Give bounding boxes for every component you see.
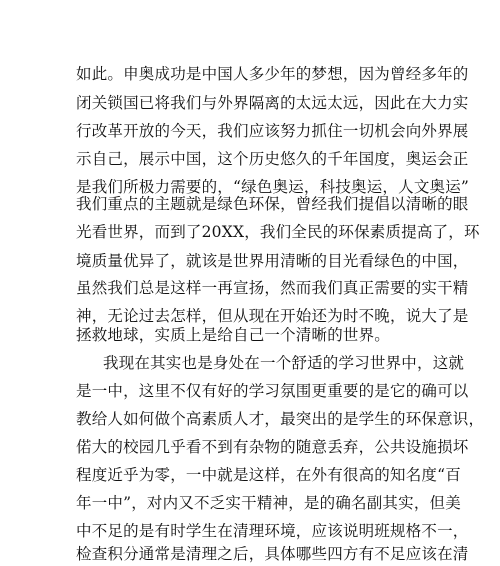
paragraph-2-line-8: 检查积分通常是清理之后，具体哪些四方有不足应该在清	[76, 545, 469, 563]
paragraph-1-line-6: 我们重点的主题就是绿色环保，曾经我们提倡以清晰的眼	[76, 195, 469, 213]
paragraph-2-line-2: 是一中，这里不仅有好的学习氛围更重要的是它的确可以	[76, 382, 469, 400]
paragraph-2-line-3: 教给人如何做个高素质人才，最突出的是学生的环保意识，	[76, 410, 485, 428]
paragraph-2-line-4: 偌大的校园几乎看不到有杂物的随意丢弃，公共设施损坏	[76, 438, 469, 456]
paragraph-1-line-4: 示自己，展示中国，这个历史悠久的千年国度，奥运会正	[76, 150, 469, 168]
paragraph-2-line-5: 程度近乎为零，一中就是这样，在外有很高的知名度“百	[76, 466, 461, 484]
paragraph-1-line-11: 拯救地球，实质上是给自己一个清晰的世界。	[76, 326, 391, 344]
paragraph-1-line-8: 境质量优异了，就该是世界用清晰的目光看绿色的中国，	[76, 252, 469, 270]
paragraph-1-line-3: 行改革开放的今天，我们应该努力抓住一切机会向外界展	[76, 122, 469, 140]
paragraph-1-line-5: 是我们所极力需要的，“绿色奥运，科技奥运，人文奥运”	[76, 178, 470, 196]
paragraph-2-line-7: 中不足的是有时学生在清理环境，应该说明班规格不一，	[76, 522, 469, 540]
paragraph-1-line-10: 神，无论过去怎样，但从现在开始还为时不晚，说大了是	[76, 307, 469, 325]
paragraph-1-line-9: 虽然我们总是这样一再宣扬，然而我们真正需要的实干精	[76, 279, 469, 297]
paragraph-1-line-2: 闭关锁国已将我们与外界隔离的太远太远，因此在大力实	[76, 94, 469, 112]
paragraph-2-line-6: 年一中”，对内又不乏实干精神，是的确名副其实，但美	[76, 494, 461, 512]
paragraph-1-line-7: 光看世界，而到了20XX，我们全民的环保素质提高了，环	[76, 223, 480, 241]
paragraph-1-line-1: 如此。申奥成功是中国人多少年的梦想，因为曾经多年的	[76, 65, 469, 83]
paragraph-2-line-1: 我现在其实也是身处在一个舒适的学习世界中，这就	[103, 354, 465, 372]
